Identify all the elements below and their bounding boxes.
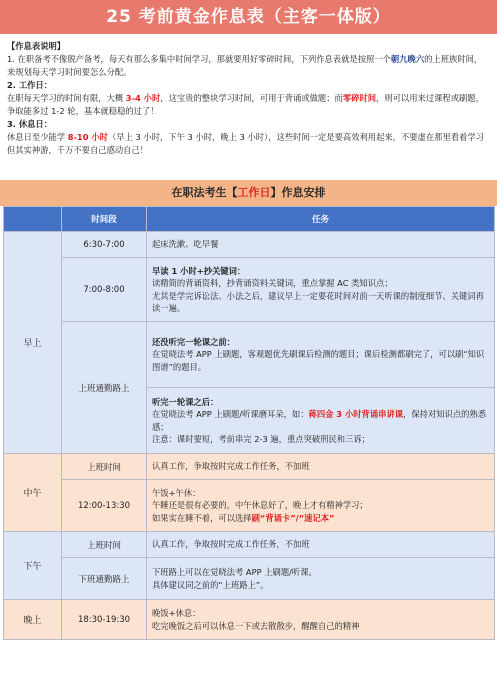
task-cell <box>147 258 495 322</box>
intro-heading-workday: 2. 工作日： <box>7 80 53 90</box>
table-row <box>4 322 495 388</box>
task-cell <box>147 388 495 454</box>
table-row <box>4 600 495 640</box>
time-cell: 上班通勤路上 <box>62 322 147 454</box>
task-highlight: 刷“背诵卡”/“速记本” <box>251 512 335 523</box>
time-cell: 12:00-13:30 <box>62 480 147 532</box>
schedule-table <box>3 206 495 640</box>
intro-paragraph-3 <box>7 131 490 157</box>
schedule-title <box>0 180 497 206</box>
intro-text: 在职每天学习的时间有限，大概 <box>7 93 126 103</box>
intro-heading: 【作息表说明】 <box>7 41 66 51</box>
intro-text: （早上 3 小时，下午 3 小时，晚上 3 小时），这些时间一定是要高效利用起来，不要虚在那里看着学习但其实神游，千万不要自己感动自己！ <box>7 132 484 155</box>
task-text: 读精简的背诵资料，抄背诵资料关键词，重点掌握 AC 类知识点； <box>152 278 393 288</box>
task-heading: 还没听完一轮课之前： <box>152 336 235 347</box>
header-period <box>4 207 62 232</box>
time-cell: 上班时间 <box>62 454 147 480</box>
table-row <box>4 558 495 600</box>
intro-highlight: 零碎时间 <box>342 93 377 103</box>
intro-heading-restday: 3. 休息日： <box>7 119 53 129</box>
task-heading: 早读 1 小时+抄关键词： <box>152 265 246 276</box>
intro-section <box>0 34 497 170</box>
time-cell: 6:30-7:00 <box>62 232 147 258</box>
task-text <box>152 512 489 525</box>
table-row <box>4 232 495 258</box>
intro-text: ，这宝贵的整块学习时间，可用于背诵或做题；而 <box>160 93 343 103</box>
task-text: 尤其是学完诉讼法、小法之后，建议早上一定要花时间对前一天听课的制度细节、关键词再读一遍。 <box>152 290 484 313</box>
time-cell: 下班通勤路上 <box>62 558 147 600</box>
intro-text: ，则可以用来过课程或刷题，争取能多过 1-2 轮，基本就稳稳的过了！ <box>7 93 484 116</box>
period-evening: 晚上 <box>4 600 62 640</box>
table-row <box>4 532 495 558</box>
task-text-part: ，保持对知识点的熟悉感； <box>152 409 487 432</box>
task-cell <box>147 558 495 600</box>
schedule-title-text: 】作息安排 <box>270 186 326 199</box>
header-task: 任务 <box>147 207 495 232</box>
task-text: 具体建议同之前的“上班路上”。 <box>152 579 269 590</box>
task-cell: 起床洗漱、吃早餐 <box>147 232 495 258</box>
task-cell: 认真工作，争取按时完成工作任务，不加班 <box>147 532 495 558</box>
task-heading: 听完一轮课之后： <box>152 396 219 407</box>
task-text-part: 如果实在睡不着，可以选择 <box>152 512 252 523</box>
schedule-title-highlight: 工作日 <box>237 186 271 199</box>
task-text <box>152 408 489 433</box>
schedule-title-text: 在职法考生【 <box>171 186 238 199</box>
intro-paragraph-2 <box>7 92 490 118</box>
intro-text: 1. 在职备考不像脱产备考，每天有那么多集中时间学习，那就要用好零碎时间，下列作息表就是按照一个 <box>7 54 391 64</box>
period-morning: 早上 <box>4 232 62 454</box>
task-text: 下班路上可以在觉晓法考 APP 上刷题/听课。 <box>152 567 317 577</box>
task-cell <box>147 322 495 388</box>
intro-text: 休息日至少能学 <box>7 132 68 142</box>
time-cell: 18:30-19:30 <box>62 600 147 640</box>
task-text: 午睡还是很有必要的，中午休息好了，晚上才有精神学习； <box>152 500 368 511</box>
task-heading: 晚饭+休息： <box>152 608 201 618</box>
table-row <box>4 454 495 480</box>
task-cell <box>147 480 495 532</box>
header-time: 时间段 <box>62 207 147 232</box>
period-noon: 中午 <box>4 454 62 532</box>
intro-highlight: 3-4 小时 <box>125 93 161 103</box>
time-cell: 7:00-8:00 <box>62 258 147 322</box>
table-row <box>4 258 495 322</box>
task-cell <box>147 600 495 640</box>
task-highlight: 蒋四金 3 小时背诵串讲课 <box>308 409 404 419</box>
period-afternoon: 下午 <box>4 532 62 600</box>
page-title: 25 考前黄金作息表（主客一体版） <box>0 0 497 34</box>
task-text: 注意：课时要短，考前串完 2-3 遍，重点突破刑民和三诉； <box>152 434 370 444</box>
table-row <box>4 480 495 532</box>
intro-highlight: 8-10 小时 <box>67 132 108 142</box>
table-header-row <box>4 207 495 232</box>
task-heading: 午饭+午休： <box>152 487 201 498</box>
time-cell: 上班时间 <box>62 532 147 558</box>
task-cell: 认真工作，争取按时完成工作任务，不加班 <box>147 454 495 480</box>
task-text: 吃完晚饭之后可以休息一下或去散散步，醒醒自己的精神 <box>152 620 360 631</box>
intro-paragraph-1 <box>7 53 490 79</box>
task-text-part: 在觉晓法考 APP 上刷题/听课磨耳朵，如： <box>152 409 309 419</box>
task-text: 在觉晓法考 APP 上刷题，客观题优先刷课后检测的题目；课后检测都刷完了，可以刷“知识图谱”的题目。 <box>152 349 485 372</box>
intro-highlight: 朝九晚六 <box>390 54 425 64</box>
intro-text: 的上班族时间，来规划每天学习时间要怎么分配。 <box>7 54 483 77</box>
